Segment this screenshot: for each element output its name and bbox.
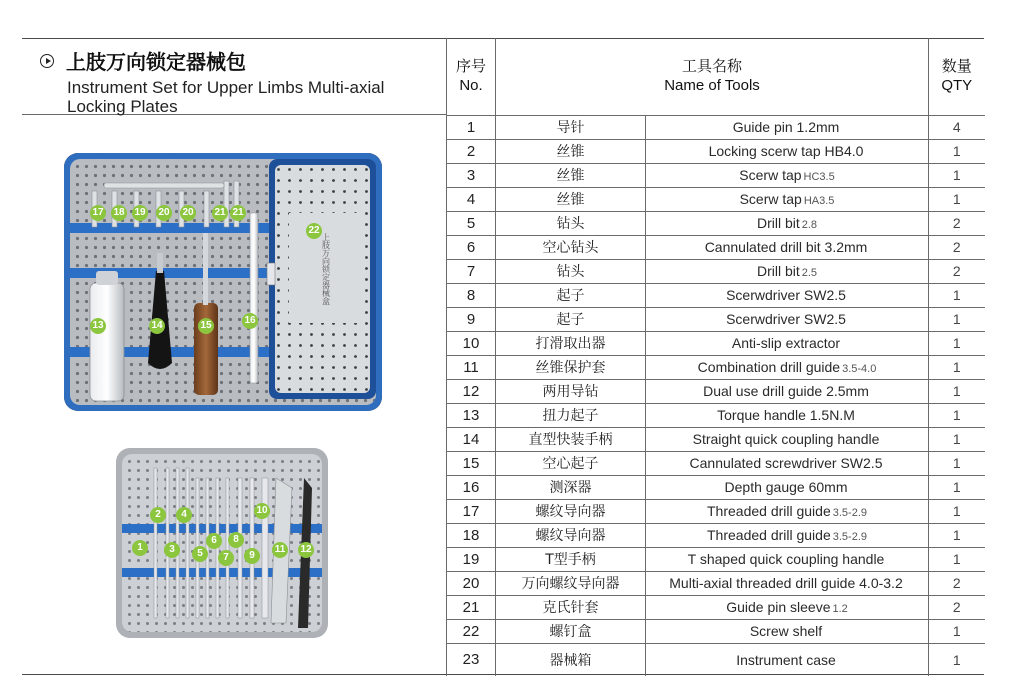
tray-label: 19 [132, 205, 148, 221]
tool-quantity: 1 [929, 283, 985, 307]
row-number: 1 [447, 115, 496, 139]
row-number: 20 [447, 571, 496, 595]
table-row [447, 211, 985, 235]
tool-name-chinese: 螺纹导向器 [496, 499, 646, 523]
tool-name-english: Drill bit 2.5 [646, 259, 929, 283]
tool-spec: 2.8 [801, 219, 818, 231]
row-number: 22 [447, 619, 496, 643]
tool-name-chinese: 钻头 [496, 259, 646, 283]
row-number: 4 [447, 187, 496, 211]
title-english: Instrument Set for Upper Limbs Multi-axial Locking Plates [67, 78, 385, 116]
tool-quantity: 1 [929, 475, 985, 499]
tool-quantity: 2 [929, 211, 985, 235]
tool-quantity: 1 [929, 499, 985, 523]
tool-name-chinese: 起子 [496, 307, 646, 331]
tool-spec: 3.5-4.0 [842, 363, 877, 375]
title-block [40, 46, 444, 116]
tool-name-english: Screw shelf [646, 619, 929, 643]
tool-quantity: 2 [929, 235, 985, 259]
row-number: 18 [447, 523, 496, 547]
tool-name-chinese: 螺纹导向器 [496, 523, 646, 547]
table-row [447, 547, 985, 571]
tool-name-english: Anti-slip extractor [646, 331, 929, 355]
tray-label: 16 [242, 313, 258, 329]
tool-name-chinese: 扭力起子 [496, 403, 646, 427]
tool-name-english: Cannulated screwdriver SW2.5 [646, 451, 929, 475]
tools-table [446, 38, 985, 676]
table-row [447, 595, 985, 619]
tool-name-chinese: 万向螺纹导向器 [496, 571, 646, 595]
tray-label: 10 [254, 503, 270, 519]
row-number: 7 [447, 259, 496, 283]
tool-quantity: 1 [929, 427, 985, 451]
tool-name-chinese: 打滑取出器 [496, 331, 646, 355]
table-row [447, 379, 985, 403]
tool-name-english: Torque handle 1.5N.M [646, 403, 929, 427]
header-qty: 数量 QTY [929, 38, 985, 115]
table-row [447, 499, 985, 523]
tool-spec: 2.5 [801, 267, 818, 279]
table-row [447, 571, 985, 595]
table-row [447, 259, 985, 283]
tool-name-chinese: 螺钉盒 [496, 619, 646, 643]
tray-label: 6 [206, 533, 222, 549]
tool-name-english: Guide pin sleeve 1.2 [646, 595, 929, 619]
row-number: 16 [447, 475, 496, 499]
tool-quantity: 1 [929, 163, 985, 187]
table-row [447, 163, 985, 187]
row-number: 14 [447, 427, 496, 451]
tool-name-chinese: T型手柄 [496, 547, 646, 571]
tray-label: 22 [306, 223, 322, 239]
table-row [447, 475, 985, 499]
row-number: 12 [447, 379, 496, 403]
table-row [447, 403, 985, 427]
tool-name-chinese: 起子 [496, 283, 646, 307]
tool-spec: 3.5-2.9 [832, 507, 867, 519]
tray-label: 12 [298, 542, 314, 558]
tool-name-chinese: 直型快装手柄 [496, 427, 646, 451]
tray-label: 1 [132, 540, 148, 556]
header-no: 序号 No. [447, 38, 496, 115]
table-row [447, 643, 985, 676]
tool-quantity: 1 [929, 619, 985, 643]
tool-spec: HC3.5 [803, 171, 835, 183]
tray-label: 11 [272, 542, 288, 558]
tool-name-english: Cannulated drill bit 3.2mm [646, 235, 929, 259]
row-number: 8 [447, 283, 496, 307]
tool-name-english: Scerw tap HC3.5 [646, 163, 929, 187]
tool-quantity: 1 [929, 523, 985, 547]
tool-name-english: Multi-axial threaded drill guide 4.0-3.2 [646, 571, 929, 595]
tool-name-english: Drill bit 2.8 [646, 211, 929, 235]
tool-quantity: 1 [929, 187, 985, 211]
tool-name-english: Instrument case [646, 643, 929, 676]
row-number: 19 [447, 547, 496, 571]
tool-name-english: Depth gauge 60mm [646, 475, 929, 499]
tool-name-english: Combination drill guide 3.5-4.0 [646, 355, 929, 379]
table-row [447, 283, 985, 307]
table-row [447, 427, 985, 451]
tool-name-chinese: 测深器 [496, 475, 646, 499]
tool-name-english: Scerwdriver SW2.5 [646, 307, 929, 331]
tool-spec: 1.2 [832, 603, 848, 615]
table-row [447, 115, 985, 139]
table-row [447, 619, 985, 643]
tray-label: 20 [156, 205, 172, 221]
table-row [447, 331, 985, 355]
play-bullet-icon [40, 54, 54, 68]
row-number: 13 [447, 403, 496, 427]
tray-label: 8 [228, 532, 244, 548]
tray-label: 4 [176, 507, 192, 523]
row-number: 21 [447, 595, 496, 619]
drill-tray-illustration [116, 448, 328, 638]
case-engraving: 上肢万向锁定器械盒 [321, 233, 331, 305]
tool-quantity: 1 [929, 547, 985, 571]
table-body [447, 115, 985, 676]
tray-label: 20 [180, 205, 196, 221]
row-number: 11 [447, 355, 496, 379]
table-row [447, 235, 985, 259]
tray-label: 3 [164, 542, 180, 558]
tool-name-english: Threaded drill guide 3.5-2.9 [646, 499, 929, 523]
tool-name-english: Dual use drill guide 2.5mm [646, 379, 929, 403]
instrument-tray-photo [64, 153, 382, 411]
tool-name-chinese: 丝锥保护套 [496, 355, 646, 379]
tool-name-chinese: 钻头 [496, 211, 646, 235]
tool-quantity: 1 [929, 139, 985, 163]
tool-quantity: 1 [929, 379, 985, 403]
table-row [447, 355, 985, 379]
row-number: 23 [447, 643, 496, 676]
tool-name-chinese: 空心钻头 [496, 235, 646, 259]
row-number: 3 [447, 163, 496, 187]
title-chinese: 上肢万向锁定器械包 [66, 50, 246, 74]
row-number: 6 [447, 235, 496, 259]
instrument-tray-illustration [64, 153, 382, 411]
tool-name-english: Straight quick coupling handle [646, 427, 929, 451]
tool-quantity: 1 [929, 643, 985, 676]
tool-quantity: 1 [929, 331, 985, 355]
tool-quantity: 1 [929, 451, 985, 475]
tool-spec: HA3.5 [803, 195, 835, 207]
tool-name-chinese: 丝锥 [496, 163, 646, 187]
tool-quantity: 1 [929, 307, 985, 331]
tool-quantity: 1 [929, 403, 985, 427]
drill-tray-photo [116, 448, 328, 638]
tray-label: 7 [218, 550, 234, 566]
tool-quantity: 1 [929, 355, 985, 379]
row-number: 15 [447, 451, 496, 475]
tool-name-chinese: 导针 [496, 115, 646, 139]
tool-name-chinese: 器械箱 [496, 643, 646, 676]
table-header-row [447, 38, 985, 115]
tool-name-chinese: 丝锥 [496, 187, 646, 211]
row-number: 2 [447, 139, 496, 163]
table-row [447, 523, 985, 547]
tray-label: 15 [198, 318, 214, 334]
tool-quantity: 2 [929, 595, 985, 619]
table-row [447, 451, 985, 475]
row-number: 5 [447, 211, 496, 235]
tool-name-english: Locking scerw tap HB4.0 [646, 139, 929, 163]
tool-name-english: Threaded drill guide 3.5-2.9 [646, 523, 929, 547]
row-number: 10 [447, 331, 496, 355]
tool-quantity: 4 [929, 115, 985, 139]
tray-label: 5 [192, 546, 208, 562]
tray-label: 21 [230, 205, 246, 221]
row-number: 17 [447, 499, 496, 523]
tool-name-english: T shaped quick coupling handle [646, 547, 929, 571]
tool-quantity: 2 [929, 571, 985, 595]
tool-name-english: Scerwdriver SW2.5 [646, 283, 929, 307]
table-row [447, 307, 985, 331]
tool-name-chinese: 丝锥 [496, 139, 646, 163]
tool-name-english: Guide pin 1.2mm [646, 115, 929, 139]
tray-label: 17 [90, 205, 106, 221]
tool-name-chinese: 两用导钻 [496, 379, 646, 403]
table-row [447, 139, 985, 163]
tool-name-chinese: 克氏针套 [496, 595, 646, 619]
tray-label: 21 [212, 205, 228, 221]
tray-label: 18 [111, 205, 127, 221]
header-name: 工具名称 Name of Tools [496, 38, 929, 115]
tray-label: 9 [244, 548, 260, 564]
tool-spec: 3.5-2.9 [832, 531, 867, 543]
tray-label: 2 [150, 507, 166, 523]
tool-name-english: Scerw tap HA3.5 [646, 187, 929, 211]
tool-name-chinese: 空心起子 [496, 451, 646, 475]
tray-label: 13 [90, 318, 106, 334]
tool-quantity: 2 [929, 259, 985, 283]
row-number: 9 [447, 307, 496, 331]
table-row [447, 187, 985, 211]
tray-label: 14 [149, 318, 165, 334]
